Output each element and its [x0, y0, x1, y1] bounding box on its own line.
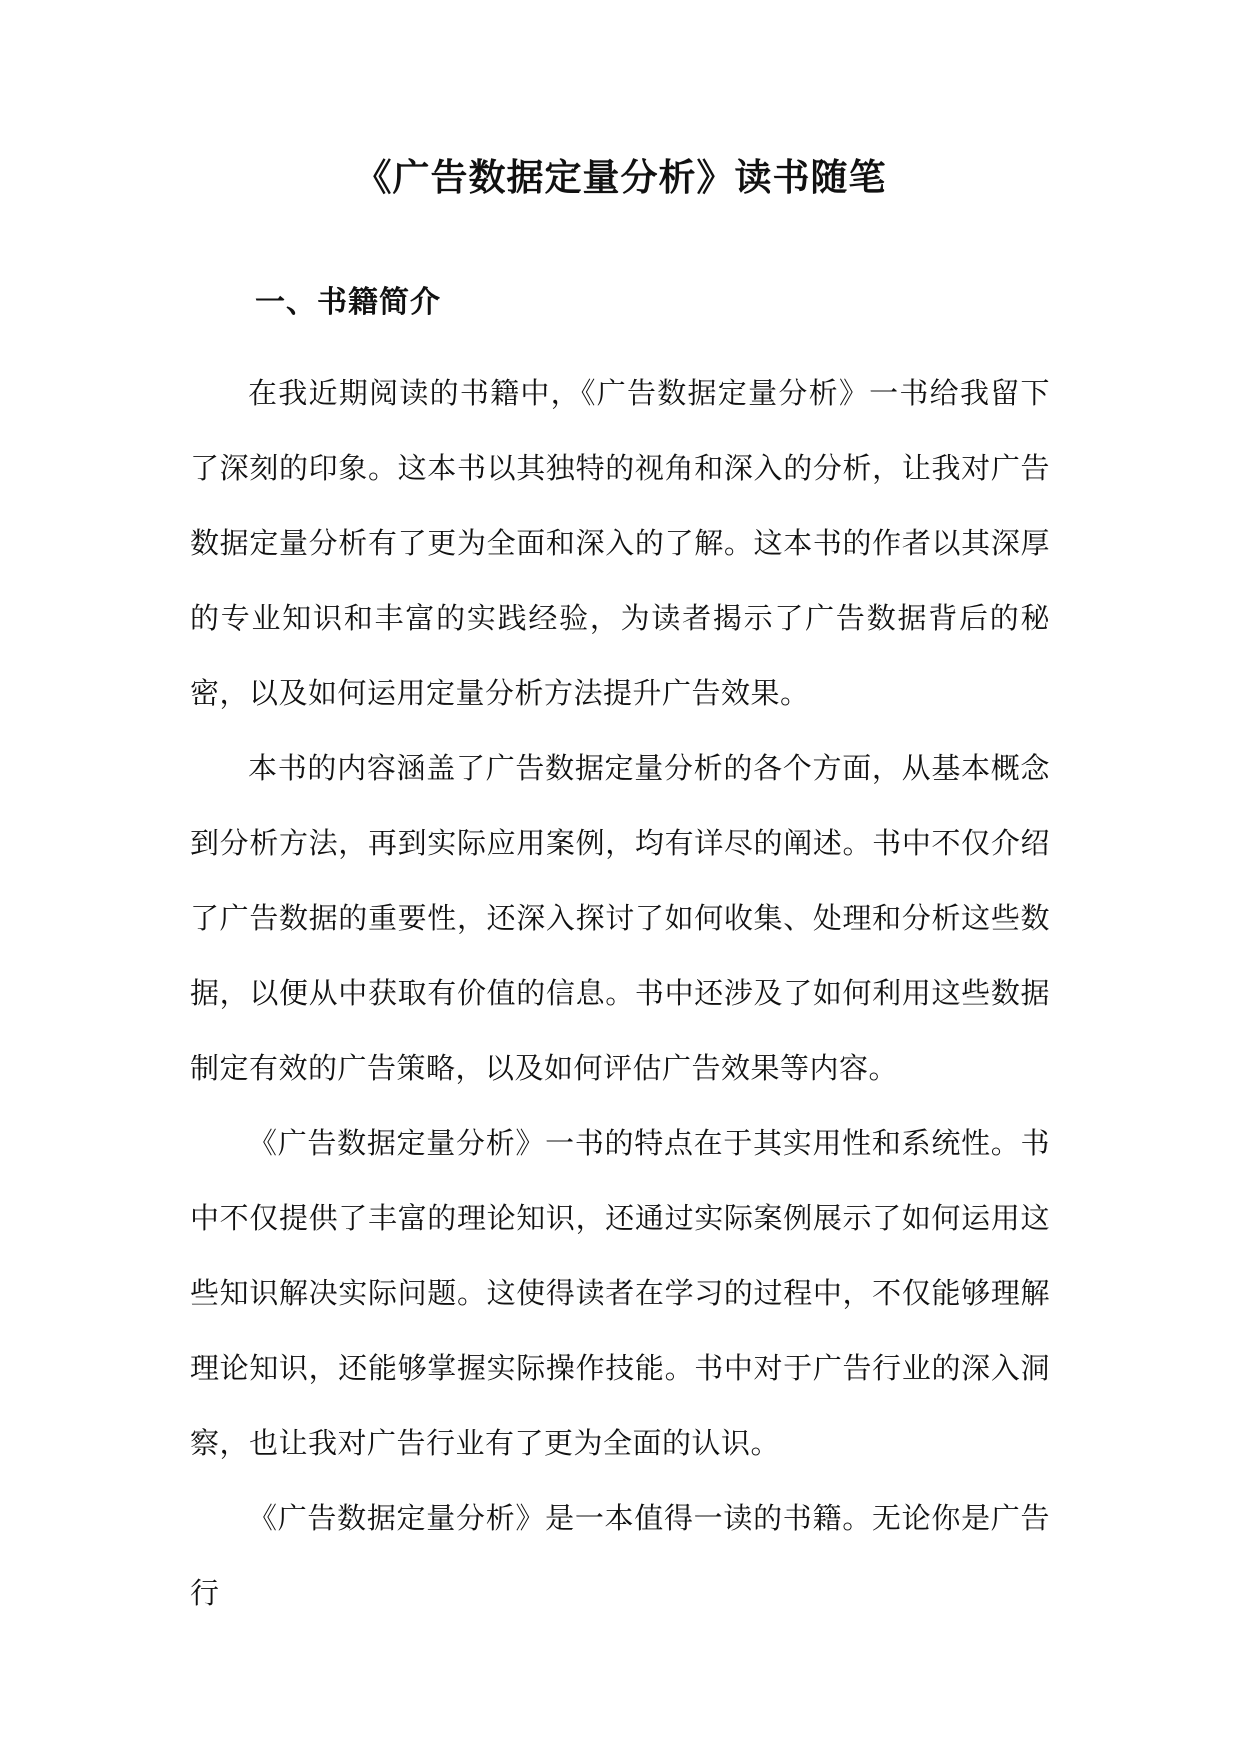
document-body: [190, 356, 1050, 1631]
paragraph-3: 《广告数据定量分析》一书的特点在于其实用性和系统性。书中不仅提供了丰富的理论知识，还通过实际案例展示了如何运用这些知识解决实际问题。这使得读者在学习的过程中，不仅能够理解理论知识，还能够掌握实际操作技能。书中对于广告行业的深入洞察，也让我对广告行业有了更为全面的认识。: [190, 1126, 1050, 1460]
section-heading: 一、书籍简介: [255, 285, 441, 320]
document-title: 《广告数据定量分析》读书随笔: [354, 156, 887, 199]
paragraph-4: 《广告数据定量分析》是一本值得一读的书籍。无论你是广告行: [190, 1501, 1050, 1610]
paragraph-2: 本书的内容涵盖了广告数据定量分析的各个方面，从基本概念到分析方法，再到实际应用案例，均有详尽的阐述。书中不仅介绍了广告数据的重要性，还深入探讨了如何收集、处理和分析这些数据，以便从中获取有价值的信息。书中还涉及了如何利用这些数据制定有效的广告策略，以及如何评估广告效果等内容。: [190, 751, 1050, 1085]
paragraph-1: 在我近期阅读的书籍中，《广告数据定量分析》一书给我留下了深刻的印象。这本书以其独特的视角和深入的分析，让我对广告数据定量分析有了更为全面和深入的了解。这本书的作者以其深厚的专业知识和丰富的实践经验，为读者揭示了广告数据背后的秘密，以及如何运用定量分析方法提升广告效果。: [190, 376, 1050, 710]
